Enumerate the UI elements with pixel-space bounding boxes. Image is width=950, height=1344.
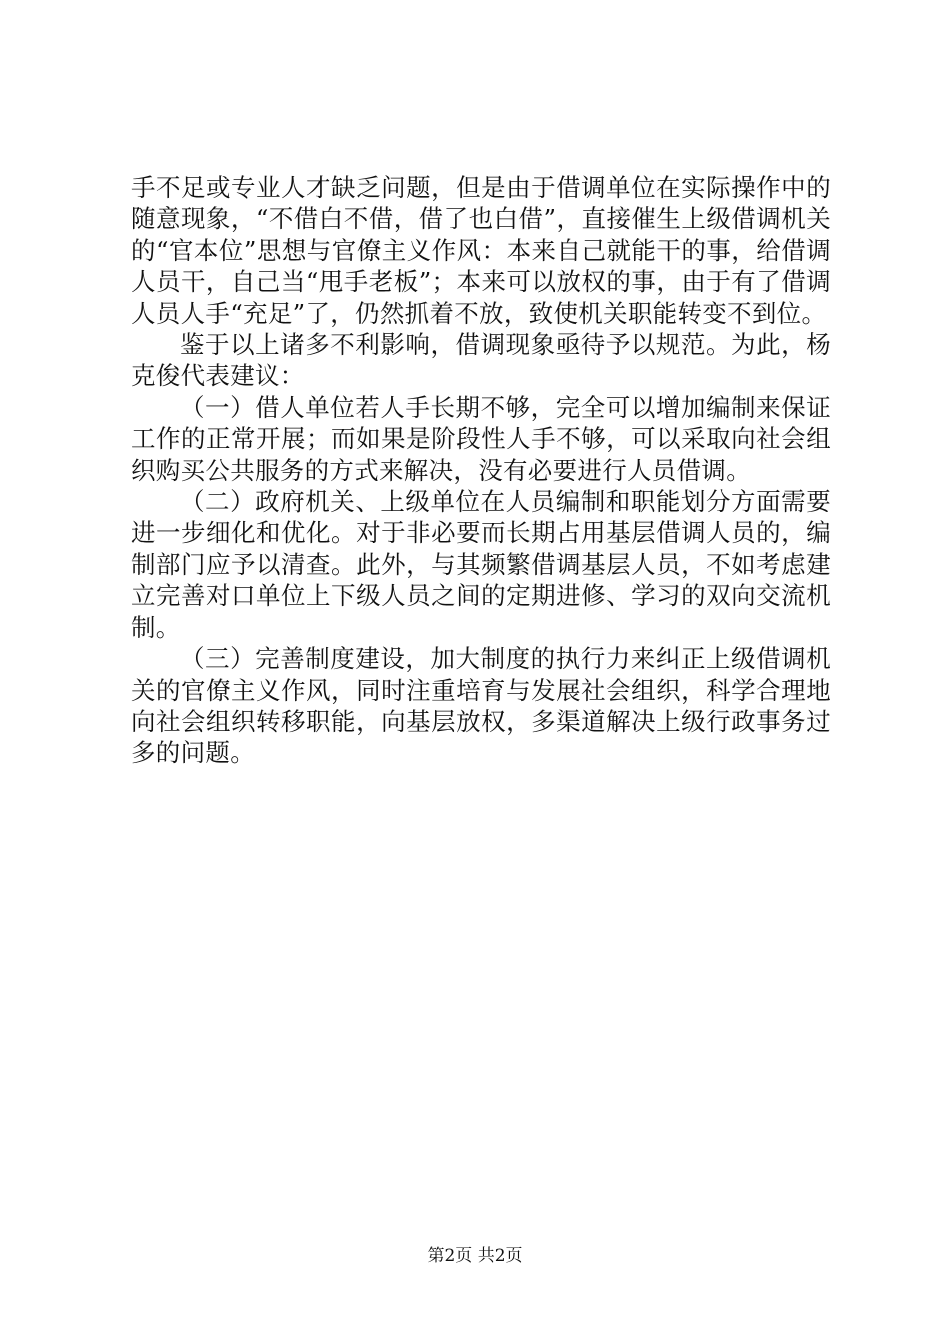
paragraph-suggestion-1: （一）借人单位若人手长期不够，完全可以增加编制来保证工作的正常开展；而如果是阶段性人手不够，可以采取向社会组织购买公共服务的方式来解决，没有必要进行人员借调。 bbox=[131, 392, 831, 485]
paragraph-intro: 鉴于以上诸多不利影响，借调现象亟待予以规范。为此，杨克俊代表建议： bbox=[131, 330, 831, 391]
paragraph-continuation: 手不足或专业人才缺乏问题，但是由于借调单位在实际操作中的随意现象，“不借白不借，借了也白借”，直接催生上级借调机关的“官本位”思想与官僚主义作风：本来自己就能干的事，给借调人员干，自己当“甩手老板”；本来可以放权的事，由于有了借调人员人手“充足”了，仍然抓着不放，致使机关职能转变不到位。 bbox=[131, 173, 831, 328]
paragraph-suggestion-3: （三）完善制度建设，加大制度的执行力来纠正上级借调机关的官僚主义作风，同时注重培育与发展社会组织，科学合理地向社会组织转移职能，向基层放权，多渠道解决上级行政事务过多的问题。 bbox=[131, 644, 831, 768]
page-number-footer: 第2页 共2页 bbox=[427, 1246, 523, 1266]
document-body bbox=[131, 172, 831, 769]
paragraph-suggestion-2: （二）政府机关、上级单位在人员编制和职能划分方面需要进一步细化和优化。对于非必要而长期占用基层借调人员的，编制部门应予以清查。此外，与其频繁借调基层人员，不如考虑建立完善对口单位上下级人员之间的定期进修、学习的双向交流机制。 bbox=[131, 487, 831, 642]
